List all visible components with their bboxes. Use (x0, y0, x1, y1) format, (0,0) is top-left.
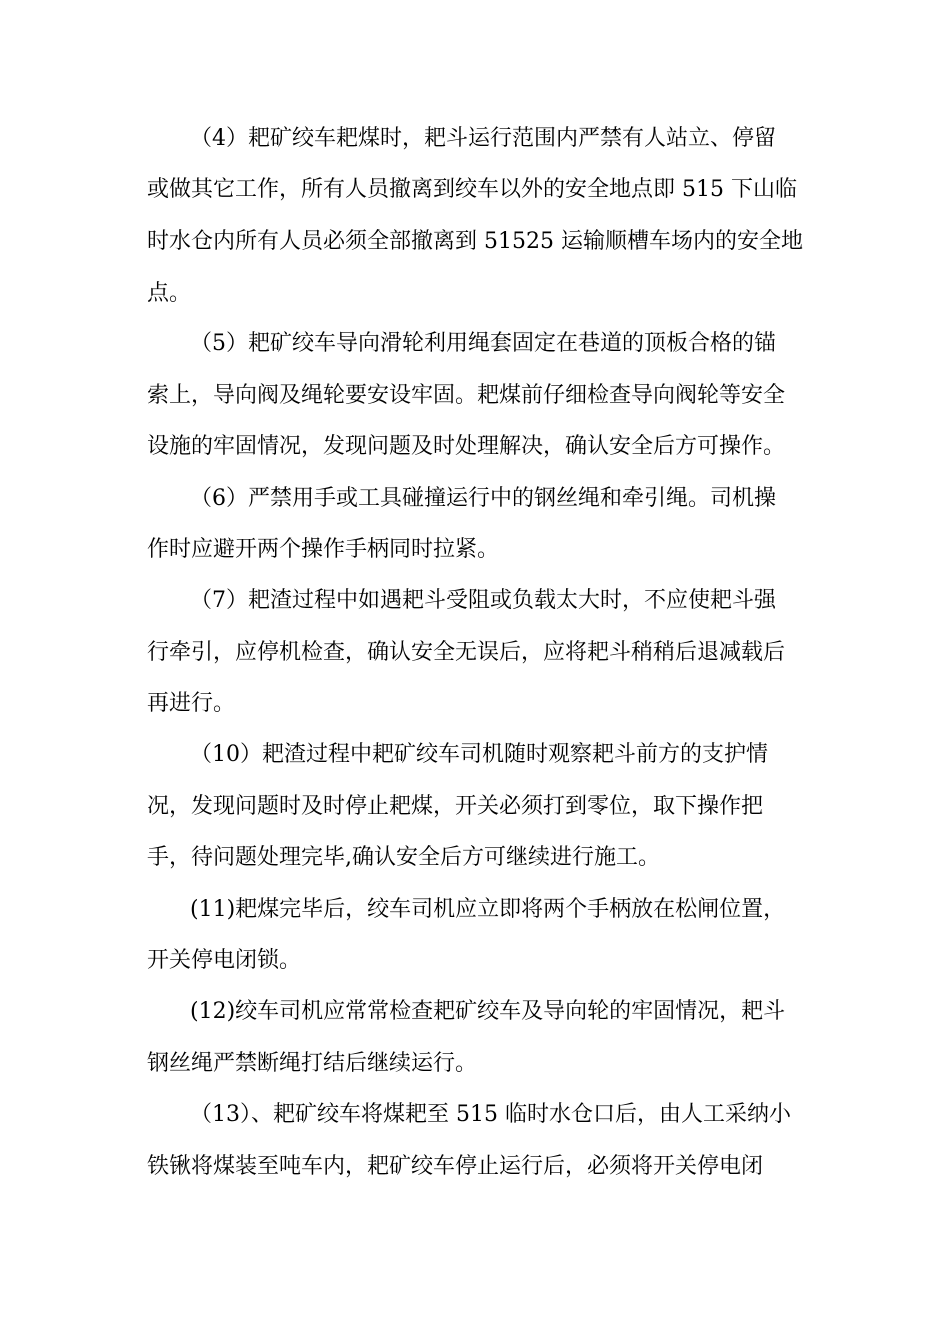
paragraph-10-line-3: 手，待问题处理完毕,确认安全后方可继续进行施工。 (147, 845, 660, 870)
paragraph-5-line-2: 索上，导向阀及绳轮要安设牢固。耙煤前仔细检查导向阀轮等安全 (147, 383, 786, 408)
paragraph-5-line-1: （5）耙矿绞车导向滑轮利用绳套固定在巷道的顶板合格的锚 (190, 331, 776, 356)
paragraph-7-line-2: 行牵引，应停机检查，确认安全无误后，应将耙斗稍稍后退减载后 (147, 640, 786, 665)
paragraph-4-line-3: 时水仓内所有人员必须全部撤离到 51525 运输顺槽车场内的安全地 (147, 229, 803, 254)
paragraph-6-line-2: 作时应避开两个操作手柄同时拉紧。 (147, 537, 500, 562)
paragraph-5-line-3: 设施的牢固情况，发现问题及时处理解决，确认安全后方可操作。 (147, 434, 786, 459)
paragraph-4-line-2: 或做其它工作，所有人员撤离到绞车以外的安全地点即 515 下山临 (147, 177, 797, 202)
paragraph-13-line-1: （13）、耙矿绞车将煤耙至 515 临时水仓口后，由人工采纳小 (190, 1102, 791, 1127)
paragraph-10-line-1: （10）耙渣过程中耙矿绞车司机随时观察耙斗前方的支护情 (190, 742, 768, 767)
paragraph-7-line-3: 再进行。 (147, 691, 236, 716)
paragraph-12-line-2: 钢丝绳严禁断绳打结后继续运行。 (147, 1051, 478, 1076)
paragraph-4-line-1: （4）耙矿绞车耙煤时，耙斗运行范围内严禁有人站立、停留 (190, 126, 776, 151)
paragraph-4-line-4: 点。 (147, 281, 192, 306)
paragraph-7-line-1: （7）耙渣过程中如遇耙斗受阻或负载太大时，不应使耙斗强 (190, 588, 776, 613)
paragraph-11-line-2: 开关停电闭锁。 (147, 948, 302, 973)
paragraph-12-line-1: (12)绞车司机应常常检查耙矿绞车及导向轮的牢固情况，耙斗 (190, 999, 786, 1024)
paragraph-13-line-2: 铁锹将煤装至吨车内，耙矿绞车停止运行后，必须将开关停电闭 (147, 1154, 764, 1179)
paragraph-11-line-1: (11)耙煤完毕后，绞车司机应立即将两个手柄放在松闸位置， (190, 897, 786, 922)
paragraph-10-line-2: 况，发现问题时及时停止耙煤，开关必须打到零位，取下操作把 (147, 794, 764, 819)
paragraph-6-line-1: （6）严禁用手或工具碰撞运行中的钢丝绳和牵引绳。司机操 (190, 486, 776, 511)
